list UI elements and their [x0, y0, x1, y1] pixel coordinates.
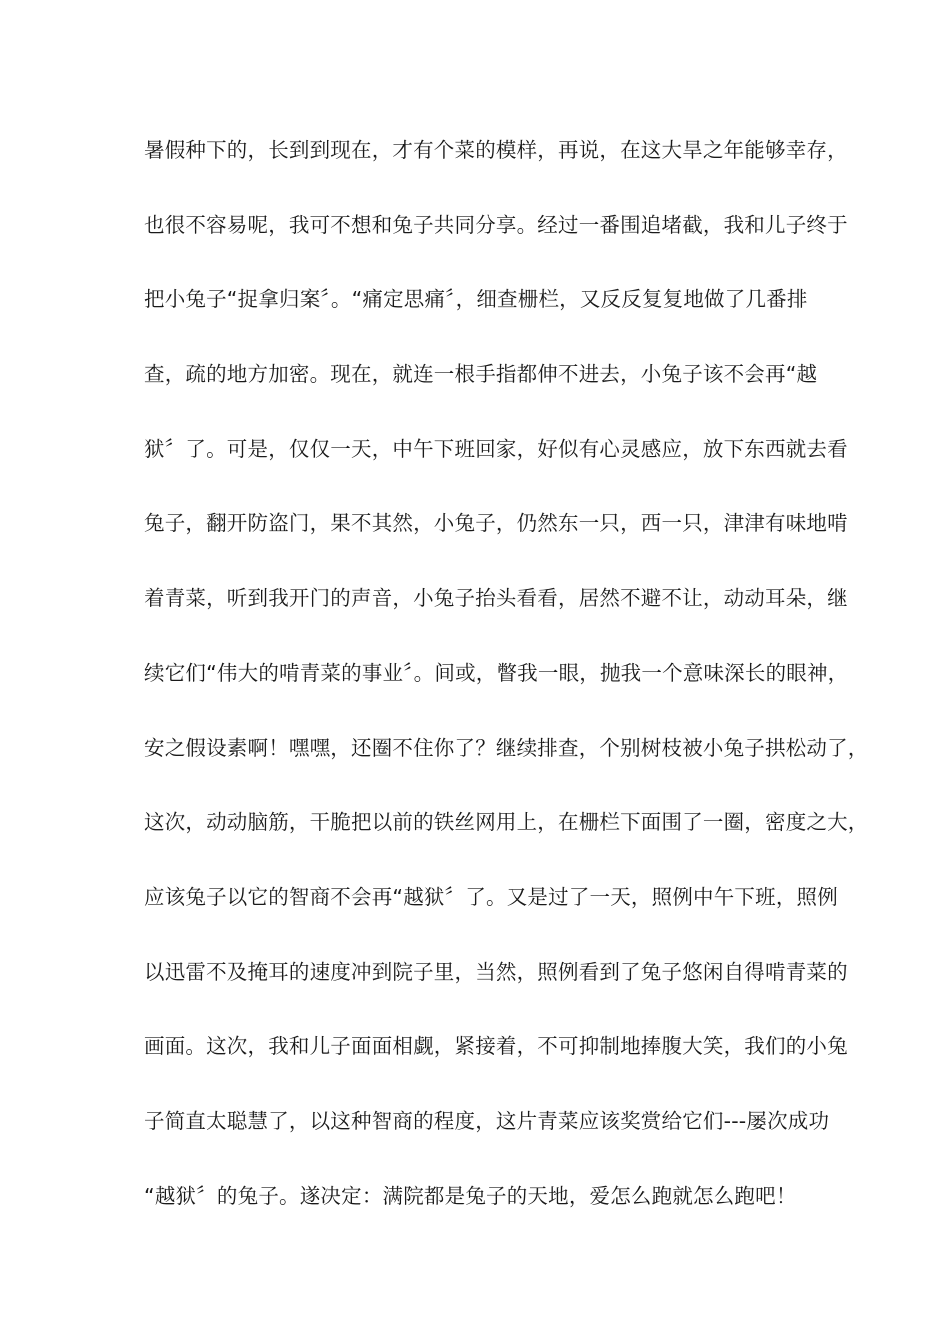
body-text [144, 131, 869, 1251]
text-line: 狱〞了。可是，仅仅一天，中午下班回家，好似有心灵感应，放下东西就去看 [144, 436, 848, 461]
text-line: 画面。这次，我和儿子面面相觑，紧接着，不可抑制地捧腹大笑，我们的小兔 [144, 1034, 848, 1059]
text-line: 查，疏的地方加密。现在，就连一根手指都伸不进去，小兔子该不会再“越 [144, 362, 818, 387]
text-line: 以迅雷不及掩耳的速度冲到院子里，当然，照例看到了兔子悠闲自得啃青菜的 [144, 959, 848, 984]
text-line: 续它们“伟大的啃青菜的事业〞。间或，瞥我一眼，抛我一个意味深长的眼神， [144, 660, 849, 685]
text-line: “越狱〞的兔子。遂决定：满院都是兔子的天地，爱怎么跑就怎么跑吧！ [144, 1183, 797, 1208]
text-line: 子简直太聪慧了，以这种智商的程度，这片青菜应该奖赏给它们---屡次成功 [144, 1108, 830, 1133]
text-line: 安之假设素啊！嘿嘿，还圈不住你了？继续排查，个别树枝被小兔子拱松动了， [144, 735, 869, 760]
text-line: 兔子，翻开防盗门，果不其然，小兔子，仍然东一只，西一只，津津有味地啃 [144, 511, 848, 536]
text-line: 应该兔子以它的智商不会再“越狱〞了。又是过了一天，照例中午下班，照例 [144, 884, 838, 909]
text-line: 这次，动动脑筋，干脆把以前的铁丝网用上，在栅栏下面围了一圈，密度之大， [144, 810, 869, 835]
text-line: 着青菜，听到我开门的声音，小兔子抬头看看，居然不避不让，动动耳朵，继 [144, 586, 848, 611]
text-line: 暑假种下的，长到到现在，才有个菜的模样，再说，在这大旱之年能够幸存， [144, 138, 848, 162]
text-line: 也很不容易呢，我可不想和兔子共同分享。经过一番围追堵截，我和儿子终于 [144, 212, 848, 237]
text-line: 把小兔子“捉拿归案〞。“痛定思痛〞，细查栅栏，又反反复复地做了几番排 [144, 287, 808, 312]
